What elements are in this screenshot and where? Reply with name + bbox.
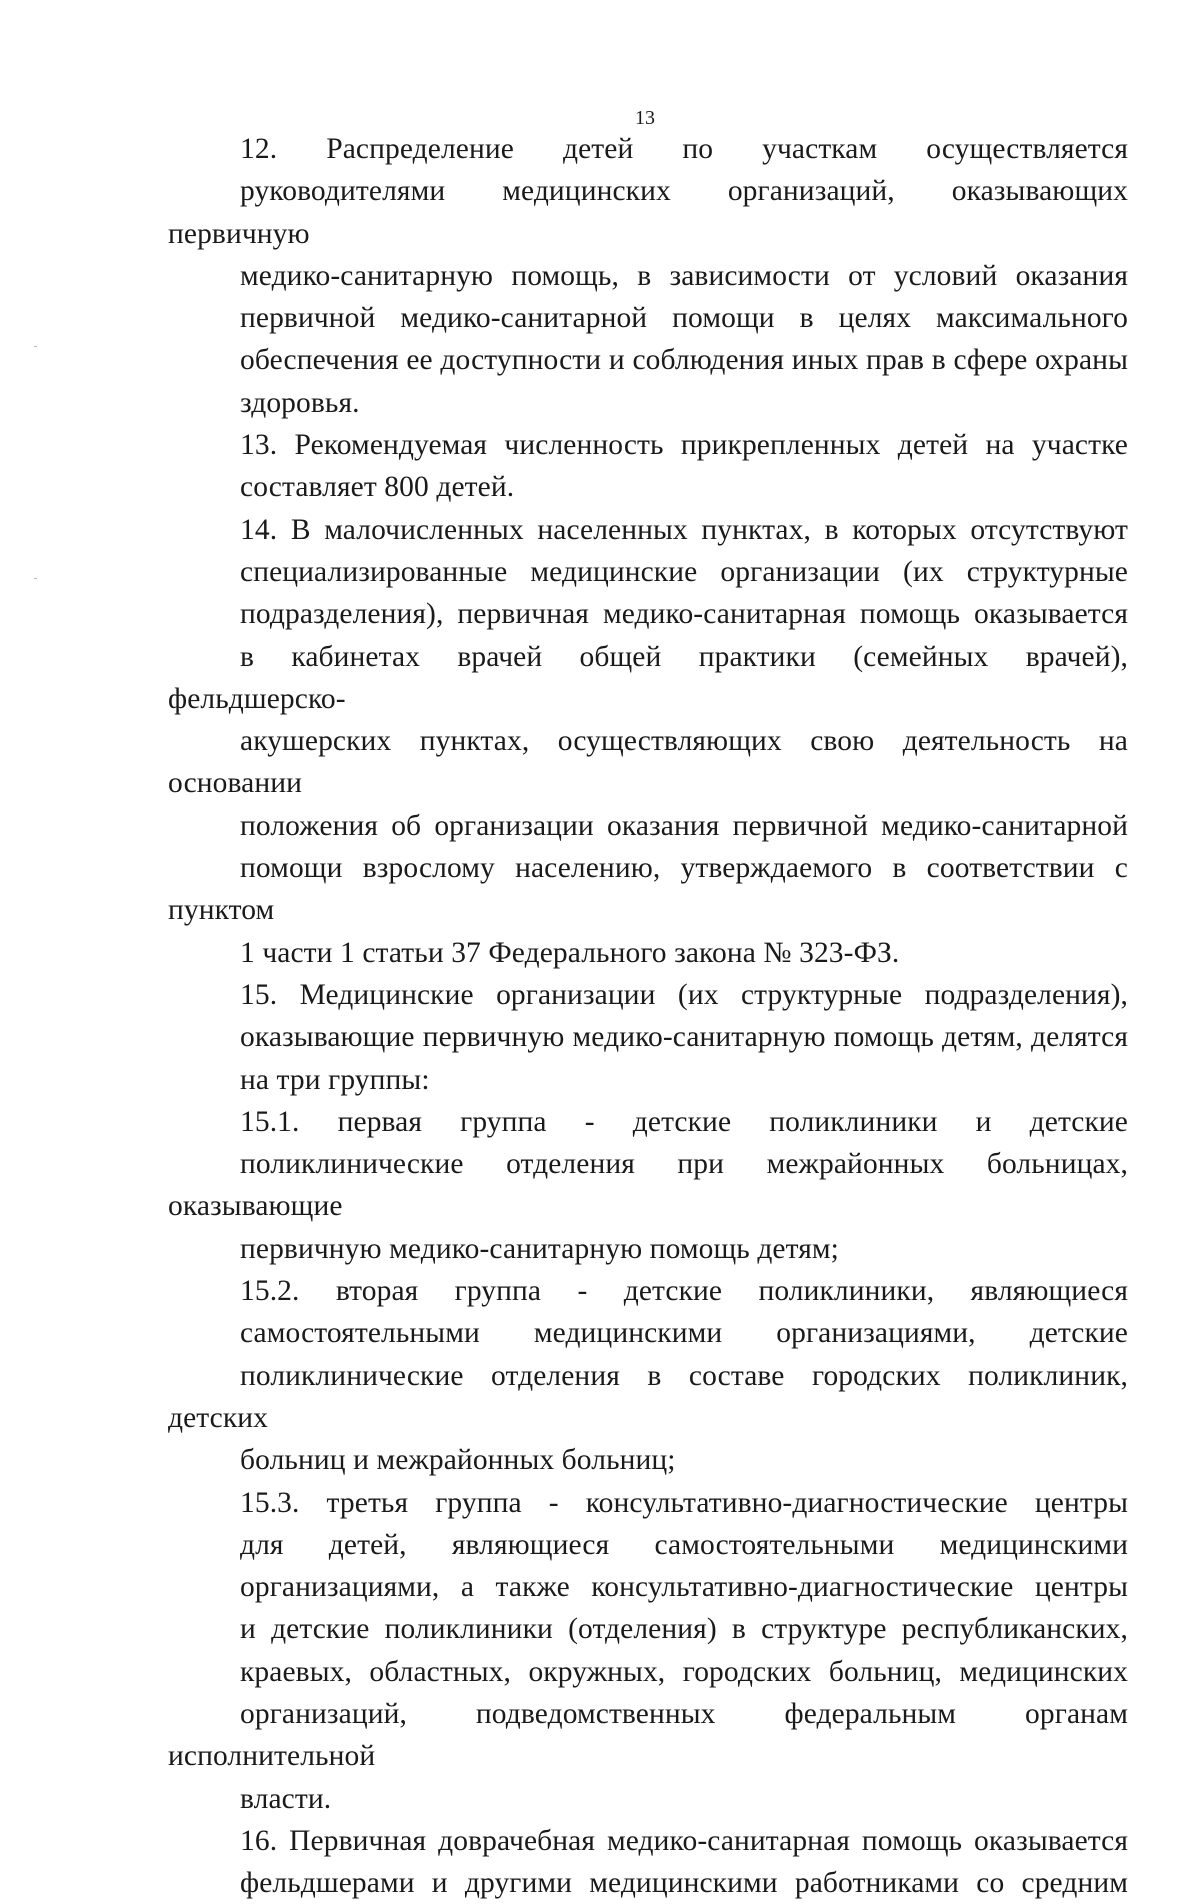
text-line: помощи взрослому населению, утверждаемого в соответствии с пунктом [168, 852, 1128, 927]
text-line: 15.1. первая группа - детские поликлиники и детские [240, 1105, 1128, 1138]
text-line: подразделения), первичная медико-санитарная помощь оказывается [240, 598, 1128, 631]
text-line: самостоятельными медицинскими организациями, детские [240, 1317, 1128, 1350]
text-line: организаций, подведомственных федеральным органам исполнительной [168, 1697, 1128, 1773]
text-line: руководителями медицинских организаций, оказывающих первичную [168, 175, 1128, 250]
text-line: обеспечения ее доступности и соблюдения иных прав в сфере охраны [240, 344, 1128, 377]
text-line: оказывающие первичную медико-санитарную помощь детям, делятся [240, 1021, 1128, 1054]
text-line: первичной медико-санитарной помощи в целях максимального [240, 302, 1128, 335]
scan-artifact [34, 578, 37, 579]
text-line: поликлинические отделения при межрайонных больницах, оказывающие [168, 1148, 1128, 1223]
paragraph [168, 1820, 1128, 1904]
text-line: и детские поликлиники (отделения) в структуре республиканских, [240, 1613, 1128, 1646]
paragraph [168, 1101, 1128, 1270]
text-line: первичную медико-санитарную помощь детям; [240, 1232, 839, 1265]
text-line: организациями, а также консультативно-диагностические центры [240, 1571, 1128, 1604]
scan-artifact [34, 346, 37, 347]
paragraph [168, 424, 1128, 509]
text-line: специализированные медицинские организации (их структурные [240, 555, 1128, 588]
text-line: 16. Первичная доврачебная медико-санитарная помощь оказывается [240, 1824, 1128, 1857]
text-line: краевых, областных, окружных, городских больниц, медицинских [240, 1655, 1128, 1688]
text-line: для детей, являющиеся самостоятельными медицинскими [240, 1528, 1128, 1561]
text-line: больниц и межрайонных больниц; [240, 1444, 676, 1477]
text-line: здоровья. [240, 386, 360, 419]
text-line: поликлинические отделения в составе городских поликлиник, детских [168, 1359, 1128, 1434]
text-line: составляет 800 детей. [240, 471, 515, 504]
paragraph [168, 974, 1128, 1101]
text-line: на три группы: [240, 1063, 430, 1096]
document-body [168, 128, 1128, 1904]
text-line: 12. Распределение детей по участкам осуществляется [240, 133, 1128, 165]
paragraph [168, 1482, 1128, 1820]
text-line: власти. [240, 1782, 332, 1815]
text-line: 14. В малочисленных населенных пунктах, в которых отсутствуют [240, 513, 1128, 546]
text-line: 15.2. вторая группа - детские поликлиники, являющиеся [240, 1275, 1128, 1308]
text-line: фельдшерами и другими медицинскими работниками со средним [240, 1867, 1128, 1900]
text-line: 15.3. третья группа - консультативно-диагностические центры [240, 1486, 1128, 1519]
text-line: акушерских пунктах, осуществляющих свою деятельность на основании [168, 725, 1128, 800]
text-line: 13. Рекомендуемая численность прикрепленных детей на участке [240, 429, 1128, 462]
text-line: 1 части 1 статьи 37 Федерального закона № 323-ФЗ. [240, 936, 900, 969]
text-line: в кабинетах врачей общей практики (семейных врачей), фельдшерско- [168, 640, 1128, 715]
paragraph [168, 1270, 1128, 1481]
text-line: 15. Медицинские организации (их структурные подразделения), [240, 978, 1128, 1011]
paragraph [168, 509, 1128, 974]
text-line: медико-санитарную помощь, в зависимости от условий оказания [240, 259, 1128, 292]
text-line: положения об организации оказания первичной медико-санитарной [240, 809, 1128, 842]
page-number: 13 [635, 107, 655, 129]
paragraph [168, 128, 1128, 424]
